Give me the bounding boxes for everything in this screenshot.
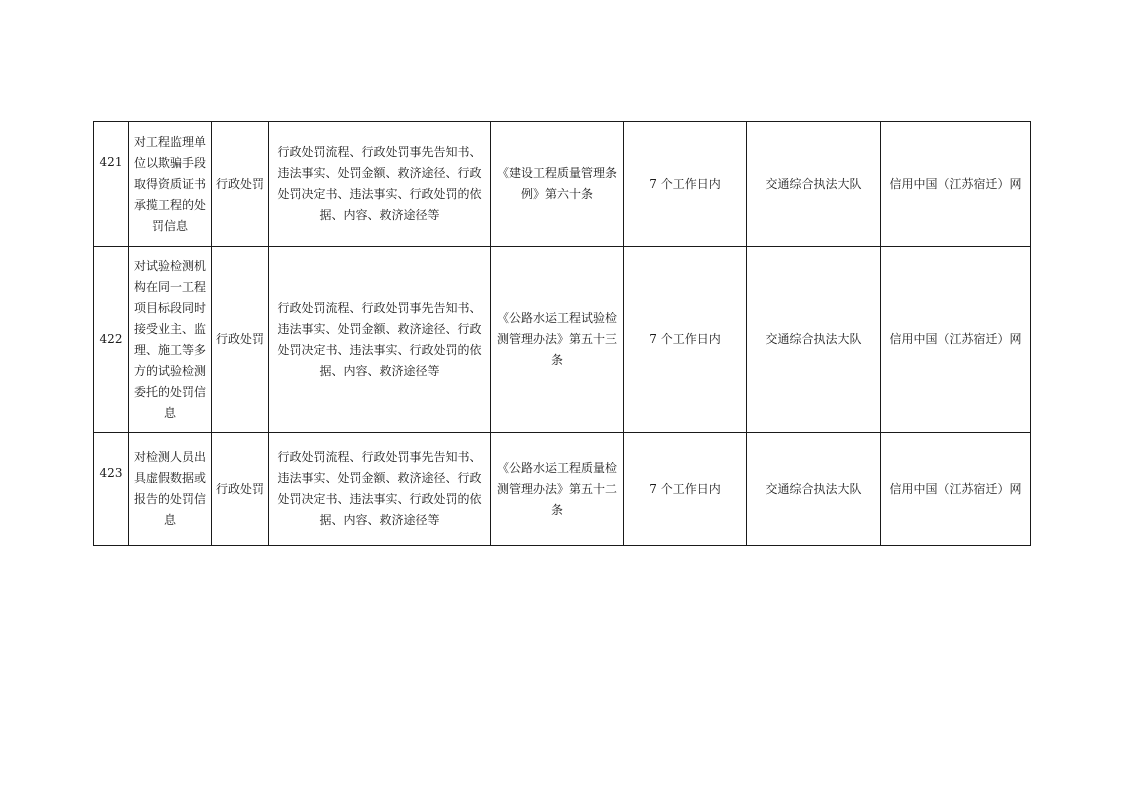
category-cell: 行政处罚 bbox=[212, 122, 269, 247]
department-cell: 交通综合执法大队 bbox=[747, 433, 881, 546]
timeframe-cell: 7 个工作日内 bbox=[624, 247, 747, 433]
disclosure-content-cell: 行政处罚流程、行政处罚事先告知书、违法事实、处罚金额、救济途径、行政处罚决定书、违法事实、行政处罚的依据、内容、救济途径等 bbox=[269, 433, 491, 546]
legal-basis-cell: 《建设工程质量管理条例》第六十条 bbox=[491, 122, 624, 247]
item-name-cell: 对检测人员出具虚假数据或报告的处罚信息 bbox=[129, 433, 212, 546]
timeframe-cell: 7 个工作日内 bbox=[624, 122, 747, 247]
category-cell: 行政处罚 bbox=[212, 433, 269, 546]
department-cell: 交通综合执法大队 bbox=[747, 247, 881, 433]
disclosure-content-cell: 行政处罚流程、行政处罚事先告知书、违法事实、处罚金额、救济途径、行政处罚决定书、违法事实、行政处罚的依据、内容、救济途径等 bbox=[269, 247, 491, 433]
item-name-cell: 对工程监理单位以欺骗手段取得资质证书承揽工程的处罚信息 bbox=[129, 122, 212, 247]
row-number: 421 bbox=[94, 122, 129, 247]
legal-basis-cell: 《公路水运工程试验检测管理办法》第五十三条 bbox=[491, 247, 624, 433]
table-row bbox=[94, 247, 1031, 433]
item-name-cell: 对试验检测机构在同一工程项目标段同时接受业主、监理、施工等多方的试验检测委托的处罚信息 bbox=[129, 247, 212, 433]
table-row bbox=[94, 433, 1031, 546]
channel-cell: 信用中国（江苏宿迁）网 bbox=[881, 433, 1031, 546]
row-number: 422 bbox=[94, 247, 129, 433]
row-number: 423 bbox=[94, 433, 129, 546]
disclosure-content-cell: 行政处罚流程、行政处罚事先告知书、违法事实、处罚金额、救济途径、行政处罚决定书、违法事实、行政处罚的依据、内容、救济途径等 bbox=[269, 122, 491, 247]
disclosure-table bbox=[93, 121, 1031, 546]
table-row bbox=[94, 122, 1031, 247]
timeframe-cell: 7 个工作日内 bbox=[624, 433, 747, 546]
category-cell: 行政处罚 bbox=[212, 247, 269, 433]
channel-cell: 信用中国（江苏宿迁）网 bbox=[881, 122, 1031, 247]
department-cell: 交通综合执法大队 bbox=[747, 122, 881, 247]
channel-cell: 信用中国（江苏宿迁）网 bbox=[881, 247, 1031, 433]
legal-basis-cell: 《公路水运工程质量检测管理办法》第五十二条 bbox=[491, 433, 624, 546]
